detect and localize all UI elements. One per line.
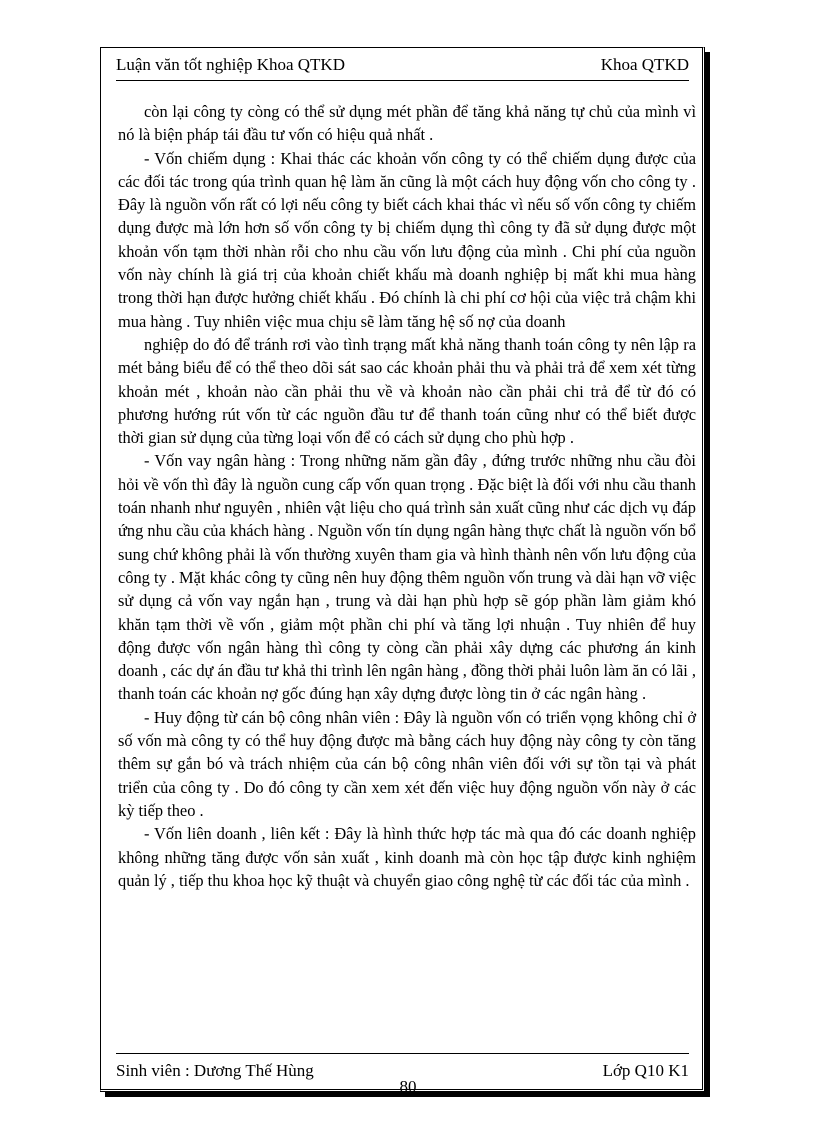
paragraph: - Vốn vay ngân hàng : Trong những năm gần đây , đứng trước những nhu cầu đòi hỏi về vốn thì đây là nguồn cung cấp vốn quan trọng . Đặc biệt là đối với nhu cầu thanh toán nhanh như nguyên , nhiên vật liệu cho quá trình sản xuất cũng như các dịch vụ đáp ứng nhu cầu của khách hàng . Nguồn vốn tín dụng ngân hàng thực chất là nguồn vốn bổ sung chứ không phải là vốn thường xuyên tham gia và hình thành nên vốn lưu động của công ty . Mặt khác công ty cũng nên huy động thêm nguồn vốn trung và dài hạn vỡ việc sử dụng cả vốn vay ngắn hạn , trung và dài hạn phù hợp sẽ góp phần làm giảm khó khăn tạm thời về vốn , giảm một phần chi phí và tăng lợi nhuận . Tuy nhiên để huy động được vốn ngân hàng thì công ty còng cần phải xây dựng các phương án kinh doanh , các dự án đầu tư khả thi trình lên ngân hàng , đồng thời phải luôn làm ăn có lãi , thanh toán các khoản nợ gốc đúng hạn xây dựng được lòng tin ở các ngân hàng . bbox=[118, 451, 696, 704]
paragraph: - Huy động từ cán bộ công nhân viên : Đây là nguồn vốn có triển vọng không chỉ ở số vốn mà công ty có thể huy động được mà bằng cách huy động này công ty còn tăng thêm sự gắn bó và trách nhiệm của cán bộ công nhân viên đối với sự tồn tại và phát triển của công ty . Do đó công ty cần xem xét đến việc huy động nguồn vốn này ở các kỳ tiếp theo . bbox=[118, 707, 696, 820]
body-text bbox=[118, 100, 696, 892]
paragraph: còn lại công ty còng có thể sử dụng mét phần để tăng khả năng tự chủ của mình vì nó là biện pháp tái đầu tư vốn có hiệu quả nhất . bbox=[118, 102, 696, 145]
header-department: Khoa QTKD bbox=[600, 55, 689, 74]
page-header bbox=[116, 54, 689, 81]
paragraph: - Vốn chiếm dụng : Khai thác các khoản vốn công ty có thể chiếm dụng được của các đối tác trong qúa trình quan hệ làm ăn cũng là một cách huy động vốn cho công ty . Đây là nguồn vốn rất có lợi nếu công ty biết cách khai thác vì nếu số vốn công ty chiếm dụng được mà lớn hơn số vốn công ty bị chiếm dụng thì công ty đã sử dụng được một khoản vốn tạm thời nhàn rỗi cho nhu cầu vốn lưu động của mình . Chi phí của nguồn vốn này chính là giá trị của khoản chiết khấu mà doanh nghiệp bị mất khi mua hàng trong thời hạn được hưởng chiết khấu . Đó chính là chi phí cơ hội của việc trả chậm khi mua hàng . Tuy nhiên việc mua chịu sẽ làm tăng hệ số nợ của doanh bbox=[118, 148, 696, 331]
frame-shadow-right bbox=[705, 52, 710, 1097]
footer-divider bbox=[116, 1053, 689, 1054]
header-title: Luận văn tốt nghiệp Khoa QTKD bbox=[116, 55, 345, 74]
paragraph: nghiệp do đó để tránh rơi vào tình trạng mất khả năng thanh toán công ty nên lập ra mét bảng biểu để có thể theo dõi sát sao các khoản phải thu và phải trả để xem xét từng khoản mét , khoản nào cần phải thu về và khoản nào cần phải chi trả để từ đó có phương hướng rút vốn từ các nguồn đầu tư để thanh toán cũng như có thể biết được thời gian sử dụng của từng loại vốn để có cách sử dụng cho phù hợp . bbox=[118, 334, 696, 448]
page-number: 80 bbox=[399, 1077, 417, 1096]
footer-class: Lớp Q10 K1 bbox=[602, 1061, 689, 1080]
footer-student: Sinh viên : Dương Thế Hùng bbox=[116, 1061, 314, 1080]
paragraph: - Vốn liên doanh , liên kết : Đây là hình thức hợp tác mà qua đó các doanh nghiệp không những tăng được vốn sản xuất , kinh doanh mà còn học tập được kinh nghiệm quản lý , tiếp thu khoa học kỹ thuật và chuyển giao công nghệ từ các đối tác của mình . bbox=[118, 824, 696, 890]
